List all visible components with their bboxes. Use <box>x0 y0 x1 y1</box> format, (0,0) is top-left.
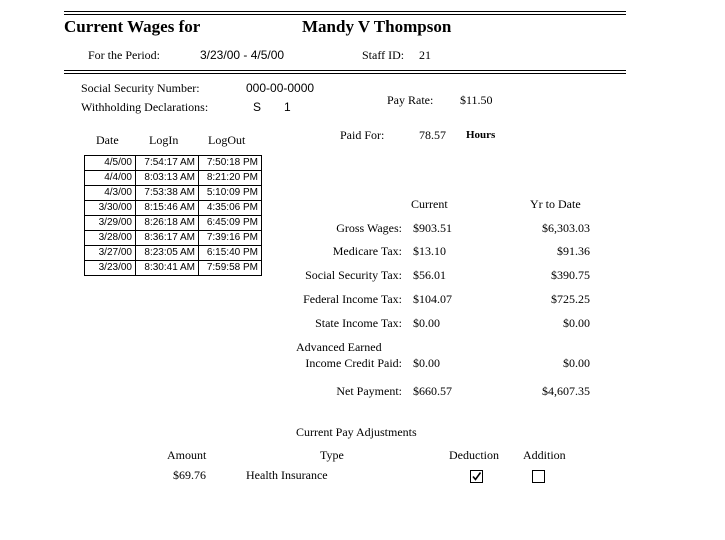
row-logout: 6:45:09 PM <box>199 216 262 231</box>
mid-rule-1 <box>64 70 626 71</box>
state-tax-current: $0.00 <box>413 316 440 330</box>
top-rule-1 <box>64 11 626 12</box>
ss-tax-ytd: $390.75 <box>551 268 590 282</box>
row-login: 8:23:05 AM <box>136 246 199 261</box>
col-header-logout: LogOut <box>208 133 246 147</box>
net-payment-current: $660.57 <box>413 384 452 398</box>
eic-label-line2: Income Credit Paid: <box>305 356 402 370</box>
medicare-ytd: $91.36 <box>557 244 590 258</box>
row-login: 7:54:17 AM <box>136 156 199 171</box>
row-date: 3/27/00 <box>85 246 136 261</box>
table-row <box>85 171 262 186</box>
adj-header-amount: Amount <box>167 448 207 462</box>
row-date: 3/28/00 <box>85 231 136 246</box>
table-row <box>85 231 262 246</box>
row-login: 7:53:38 AM <box>136 186 199 201</box>
paid-for-unit: Hours <box>466 129 496 141</box>
staff-id-value: 21 <box>419 48 431 62</box>
medicare-label: Medicare Tax: <box>332 244 402 258</box>
row-logout: 7:50:18 PM <box>199 156 262 171</box>
ss-tax-label: Social Security Tax: <box>305 268 402 282</box>
staff-id-label: Staff ID: <box>362 48 405 62</box>
row-login: 8:15:46 AM <box>136 201 199 216</box>
paid-for-label: Paid For: <box>340 128 385 142</box>
table-row <box>85 186 262 201</box>
row-logout: 6:15:40 PM <box>199 246 262 261</box>
gross-label: Gross Wages: <box>336 221 402 235</box>
current-header: Current <box>411 197 448 211</box>
withholding-label: Withholding Declarations: <box>81 100 209 114</box>
state-tax-ytd: $0.00 <box>563 316 590 330</box>
eic-ytd: $0.00 <box>563 356 590 370</box>
checkmark-icon <box>471 471 482 482</box>
eic-label-line1: Advanced Earned <box>296 340 382 354</box>
medicare-current: $13.10 <box>413 244 446 258</box>
addition-checkbox[interactable] <box>532 470 545 483</box>
row-date: 3/30/00 <box>85 201 136 216</box>
table-row <box>85 216 262 231</box>
period-value: 3/23/00 - 4/5/00 <box>200 48 285 62</box>
mid-rule-2 <box>64 73 626 74</box>
row-logout: 8:21:20 PM <box>199 171 262 186</box>
ytd-header: Yr to Date <box>530 197 581 211</box>
report-title: Current Wages for <box>64 17 201 36</box>
state-tax-label: State Income Tax: <box>315 316 402 330</box>
table-row <box>85 246 262 261</box>
deduction-checkbox[interactable] <box>470 470 483 483</box>
col-header-login: LogIn <box>149 133 179 147</box>
employee-name: Mandy V Thompson <box>302 17 452 36</box>
row-logout: 7:59:58 PM <box>199 261 262 276</box>
pay-rate-label: Pay Rate: <box>387 93 434 107</box>
adj-header-addition: Addition <box>523 448 566 462</box>
table-row <box>85 261 262 276</box>
col-header-date: Date <box>96 133 119 147</box>
federal-tax-label: Federal Income Tax: <box>303 292 402 306</box>
row-login: 8:26:18 AM <box>136 216 199 231</box>
row-date: 3/29/00 <box>85 216 136 231</box>
row-date: 4/4/00 <box>85 171 136 186</box>
row-logout: 4:35:06 PM <box>199 201 262 216</box>
net-payment-ytd: $4,607.35 <box>542 384 590 398</box>
adj-header-type: Type <box>320 448 344 462</box>
time-log-table <box>84 155 262 276</box>
federal-tax-current: $104.07 <box>413 292 452 306</box>
ssn-label: Social Security Number: <box>81 81 200 95</box>
adjustments-title: Current Pay Adjustments <box>296 425 417 439</box>
row-login: 8:03:13 AM <box>136 171 199 186</box>
gross-ytd: $6,303.03 <box>542 221 590 235</box>
paid-for-value: 78.57 <box>419 128 446 142</box>
pay-rate-value: $11.50 <box>460 93 493 107</box>
table-row <box>85 156 262 171</box>
ssn-value: 000-00-0000 <box>246 81 315 95</box>
withholding-count: 1 <box>284 100 291 114</box>
row-logout: 7:39:16 PM <box>199 231 262 246</box>
row-login: 8:36:17 AM <box>136 231 199 246</box>
row-logout: 5:10:09 PM <box>199 186 262 201</box>
row-date: 4/5/00 <box>85 156 136 171</box>
adj-row-type: Health Insurance <box>246 468 328 482</box>
eic-current: $0.00 <box>413 356 440 370</box>
gross-current: $903.51 <box>413 221 452 235</box>
federal-tax-ytd: $725.25 <box>551 292 590 306</box>
net-payment-label: Net Payment: <box>336 384 402 398</box>
adj-header-deduction: Deduction <box>449 448 499 462</box>
row-date: 3/23/00 <box>85 261 136 276</box>
period-label: For the Period: <box>88 48 160 62</box>
table-row <box>85 201 262 216</box>
withholding-status: S <box>253 100 262 114</box>
top-rule-2 <box>64 14 626 15</box>
row-date: 4/3/00 <box>85 186 136 201</box>
row-login: 8:30:41 AM <box>136 261 199 276</box>
adj-row-amount: $69.76 <box>173 468 206 482</box>
ss-tax-current: $56.01 <box>413 268 446 282</box>
